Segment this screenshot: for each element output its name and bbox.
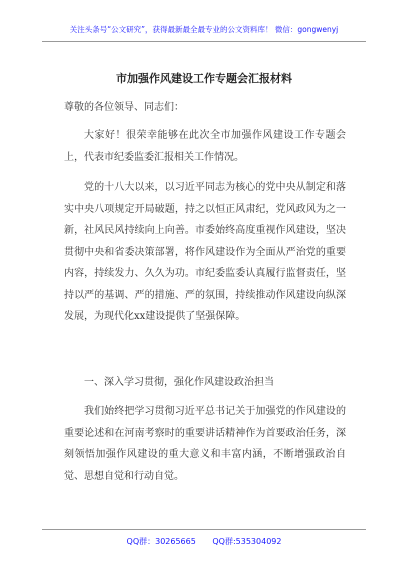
paragraph-intro: 大家好！很荣幸能够在此次全市加强作风建设工作专题会上，代表市纪委监委汇报相关工作情况。 [64, 130, 346, 163]
section-heading-1: 一、深入学习贯彻，强化作风建设政治担当 [84, 377, 274, 388]
header-divider [42, 41, 366, 42]
section-paragraph-1: 我们始终把学习贯彻习近平总书记关于加强党的作风建设的重要论述和在河南考察时的重要讲话精神作为首要政治任务，深刻领悟加强作风建设的重大意义和丰富内涵，不断增强政治自觉、思想自觉和行动自觉。 [64, 406, 346, 482]
paragraph-background: 党的十八大以来，以习近平同志为核心的党中央从制定和落实中央八项规定开局破题，持之以恒正风肃纪，党风政风为之一新，社风民风持续向上向善。市委始终高度重视作风建设，坚决贯彻中央和省委决策部署，将作风建设作为全面从严治党的重要内容，持续发力、久久为功。市纪委监委认真履行监督责任，坚持以严的基调、严的措施、严的氛围，持续推动作风建设向纵深发展，为现代化xx建设提供了坚强保障。 [64, 182, 346, 322]
header-promo-note: 关注头条号“公文研究”，获得最新最全最专业的公文资料库！ 微信：gongwenyj [69, 25, 339, 34]
footer-qq-group-2: QQ群:535304092 [212, 537, 282, 546]
footer-divider [42, 529, 366, 530]
footer-qq-group-1: QQ群：30265665 [126, 537, 196, 546]
salutation: 尊敬的各位领导、同志们： [64, 102, 184, 113]
footer-contact [0, 536, 408, 547]
document-title: 市加强作风建设工作专题会汇报材料 [116, 72, 292, 85]
